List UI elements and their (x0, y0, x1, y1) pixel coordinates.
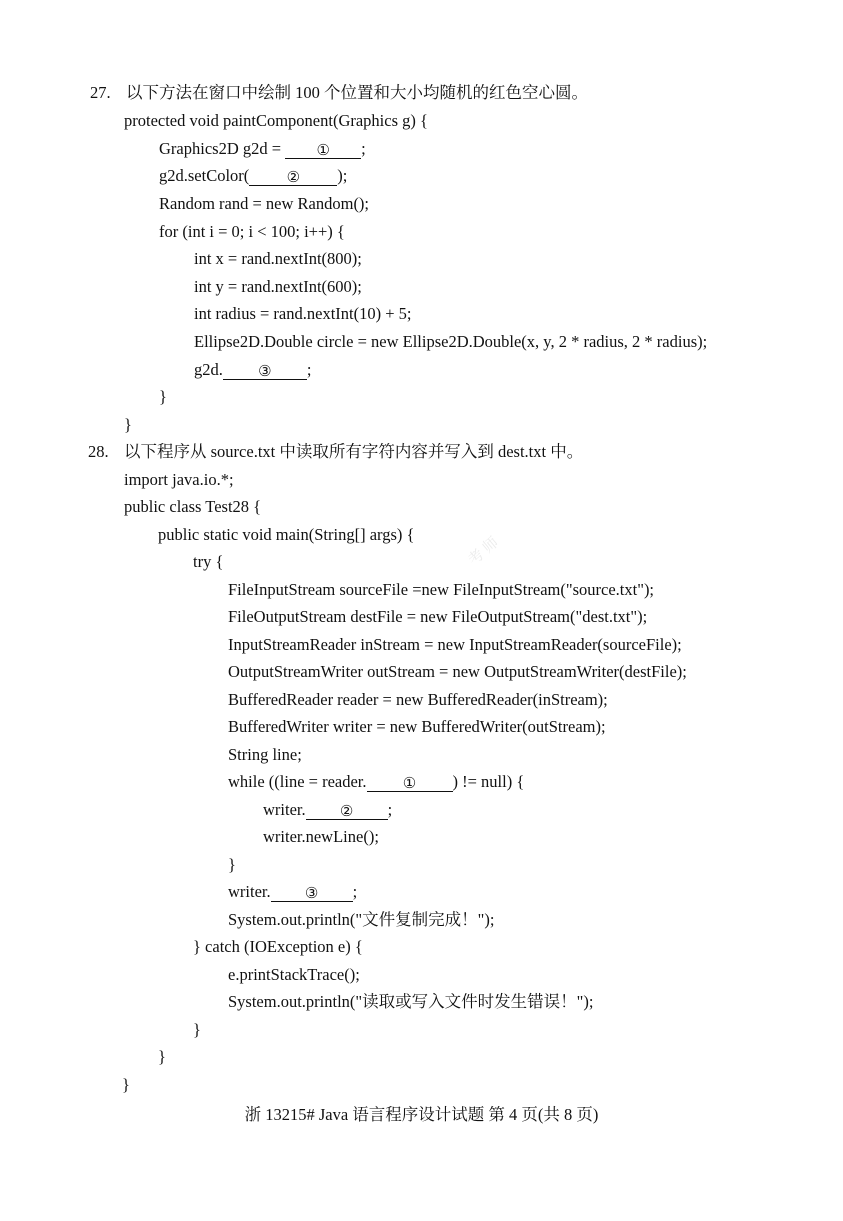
code-line: FileOutputStream destFile = new FileOutputStream("dest.txt"); (228, 607, 648, 626)
code-line: } (228, 855, 236, 874)
code-line: System.out.println("读取或写入文件时发生错误！"); (228, 992, 594, 1011)
code-line: int x = rand.nextInt(800); (194, 249, 362, 268)
code-line: BufferedReader reader = new BufferedReader(inStream); (228, 690, 608, 709)
code-line: g2d. ③ ; (194, 360, 312, 380)
code-line: InputStreamReader inStream = new InputStreamReader(sourceFile); (228, 635, 682, 654)
code-line: protected void paintComponent(Graphics g) { (124, 111, 428, 130)
code-line: int y = rand.nextInt(600); (194, 277, 362, 296)
code-line: import java.io.*; (124, 470, 234, 489)
code-line: } (159, 387, 167, 406)
q28-heading (88, 442, 583, 462)
answer-blank: ① (367, 774, 453, 792)
code-line: } catch (IOException e) { (193, 937, 363, 956)
q27-number: 27. (90, 83, 111, 102)
code-line: int radius = rand.nextInt(10) + 5; (194, 304, 412, 323)
code-line: } (158, 1047, 166, 1066)
code-line: public class Test28 { (124, 497, 262, 516)
answer-blank: ③ (271, 884, 353, 902)
code-line: for (int i = 0; i < 100; i++) { (159, 222, 345, 241)
code-line: } (124, 415, 132, 434)
answer-blank: ② (249, 168, 337, 186)
q27-heading (90, 83, 588, 103)
answer-blank: ① (285, 141, 361, 159)
code-line: try { (193, 552, 224, 571)
page-footer: 浙 13215# Java 语言程序设计试题 第 4 页(共 8 页) (244, 1105, 599, 1124)
code-line: System.out.println("文件复制完成！"); (228, 910, 495, 929)
code-line: public static void main(String[] args) { (158, 525, 415, 544)
code-line: writer.newLine(); (263, 827, 379, 846)
answer-blank: ② (306, 802, 388, 820)
code-line: Graphics2D g2d = ① ; (159, 139, 366, 159)
code-line: writer. ② ; (263, 800, 393, 820)
code-line: BufferedWriter writer = new BufferedWriter(outStream); (228, 717, 606, 736)
code-line: } (193, 1020, 201, 1039)
code-line: FileInputStream sourceFile =new FileInputStream("source.txt"); (228, 580, 655, 599)
code-line: Random rand = new Random(); (159, 194, 370, 213)
answer-blank: ③ (223, 362, 307, 380)
code-line: Ellipse2D.Double circle = new Ellipse2D.Double(x, y, 2 * radius, 2 * radius); (194, 332, 708, 351)
code-line: } (122, 1075, 130, 1094)
q27-title: 以下方法在窗口中绘制 100 个位置和大小均随机的红色空心圆。 (126, 83, 588, 102)
code-line: g2d.setColor( ② ); (159, 166, 348, 186)
q28-number: 28. (88, 442, 109, 461)
code-line: String line; (228, 745, 302, 764)
q28-title: 以下程序从 source.txt 中读取所有字符内容并写入到 dest.txt 中。 (124, 442, 584, 461)
code-line: writer. ③ ; (228, 882, 358, 902)
code-line: e.printStackTrace(); (228, 965, 360, 984)
watermark: 考 师 (465, 534, 502, 569)
code-line: while ((line = reader. ① ) != null) { (228, 772, 525, 792)
code-line: OutputStreamWriter outStream = new OutputStreamWriter(destFile); (228, 662, 687, 681)
